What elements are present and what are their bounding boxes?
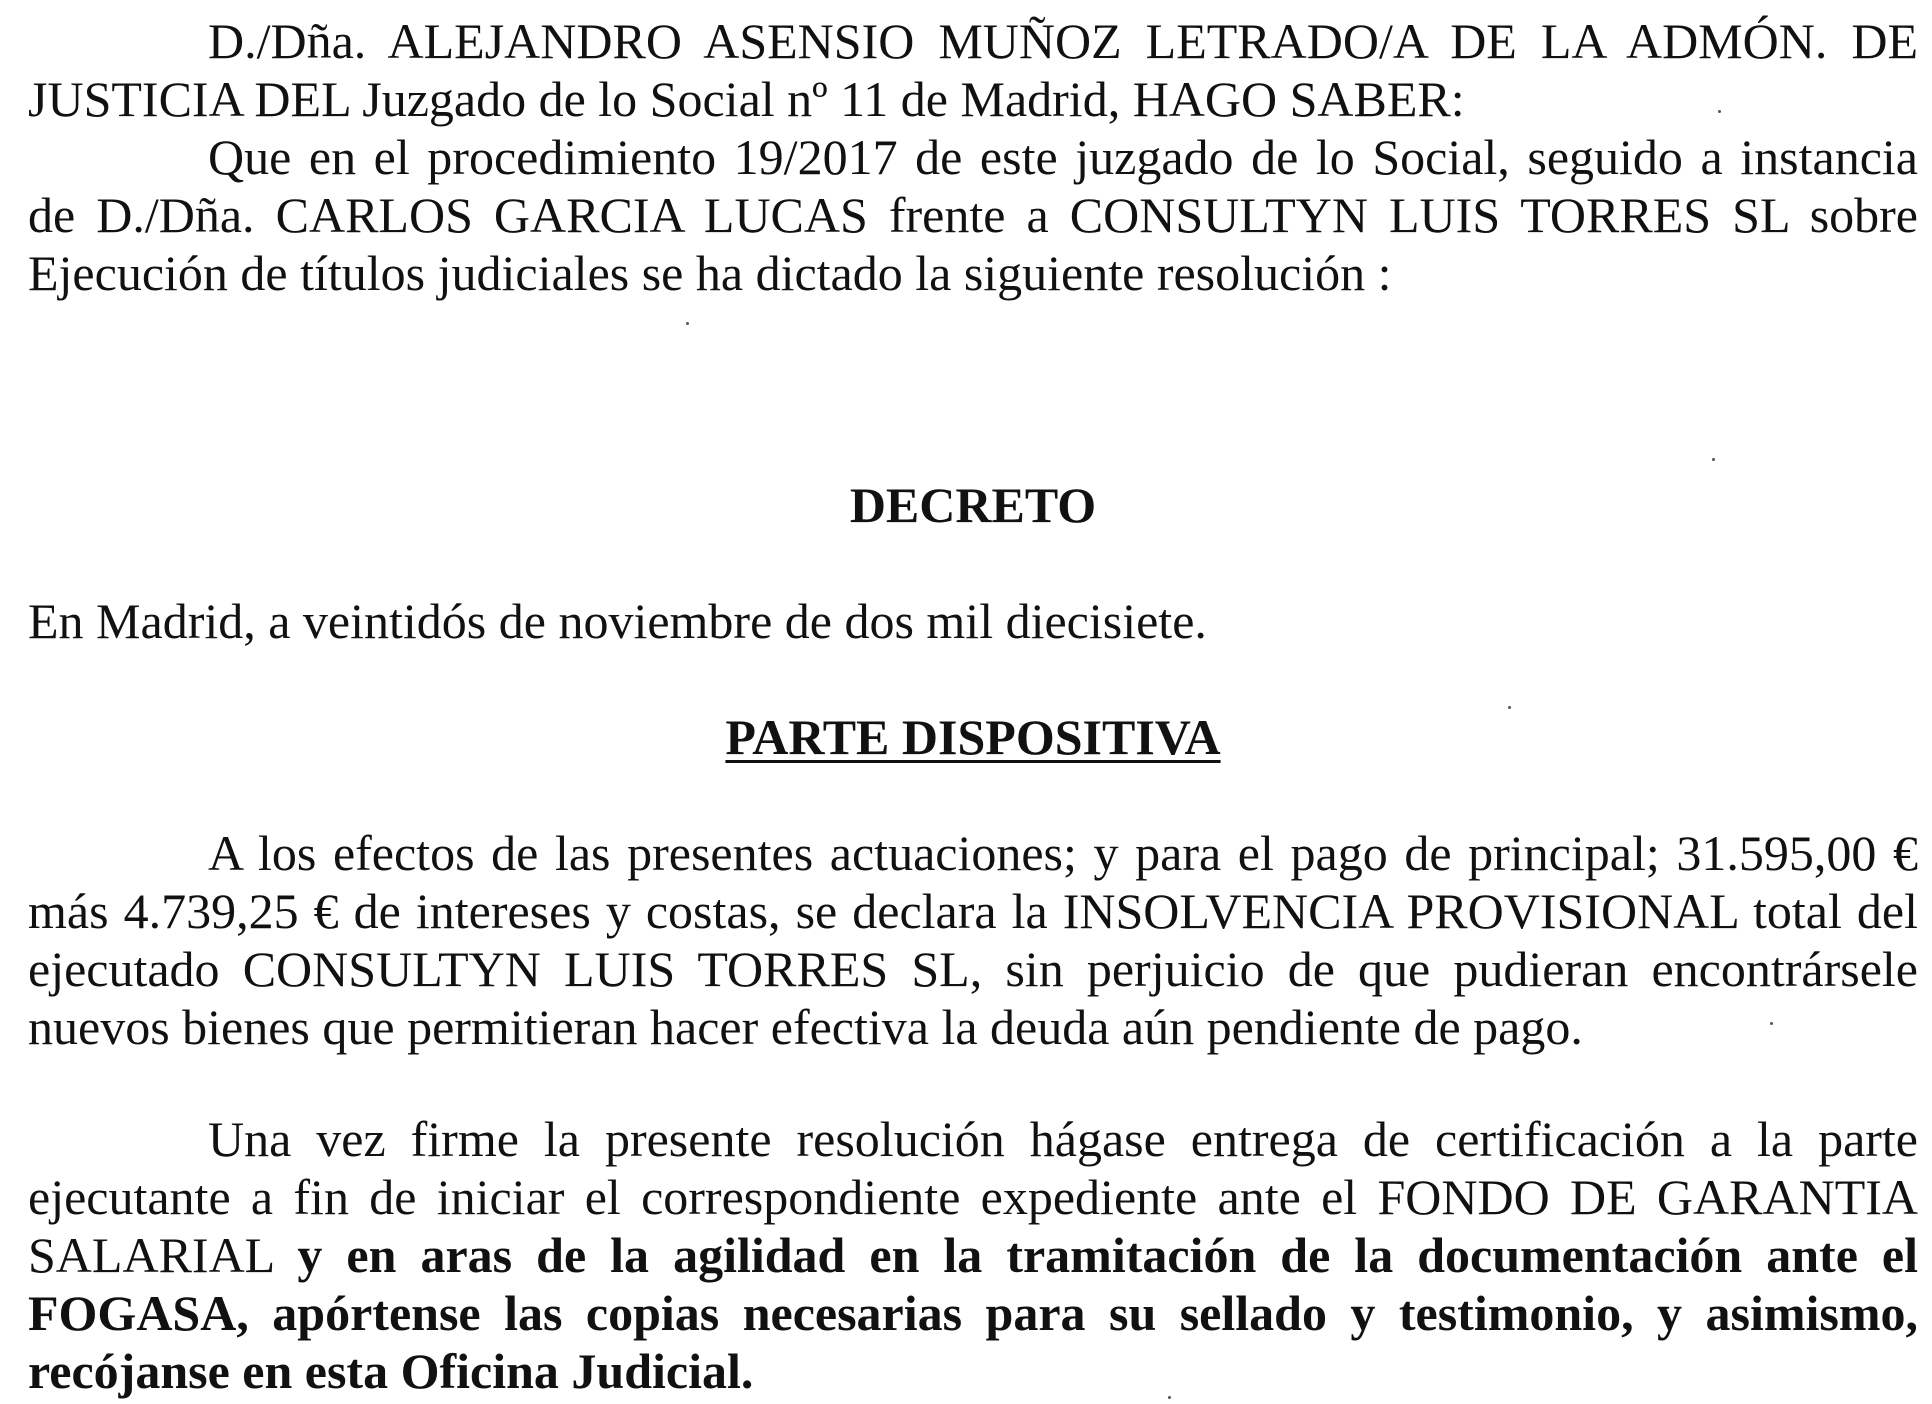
insolvency-line-3: ejecutado CONSULTYN LUIS TORRES SL, sin perjuicio de que pudieran encontrársele bbox=[28, 941, 1918, 997]
certification-line-3 bbox=[28, 1226, 1918, 1284]
scan-speck bbox=[686, 322, 689, 325]
scan-speck bbox=[1168, 1396, 1171, 1399]
intro-line-1: D./Dña. ALEJANDRO ASENSIO MUÑOZ LETRADO/A DE LA ADMÓN. DE bbox=[208, 13, 1918, 69]
procedure-paragraph bbox=[28, 128, 1918, 302]
scan-speck bbox=[1770, 1022, 1773, 1025]
insolvency-line-2: más 4.739,25 € de intereses y costas, se declara la INSOLVENCIA PROVISIONAL total del bbox=[28, 883, 1918, 939]
certification-line-2: ejecutante a fin de iniciar el correspondiente expediente ante el FONDO DE GARANTIA bbox=[28, 1169, 1918, 1225]
date-line: En Madrid, a veintidós de noviembre de dos mil diecisiete. bbox=[28, 593, 1207, 649]
scan-speck bbox=[1508, 706, 1511, 709]
insolvency-line-1: A los efectos de las presentes actuaciones; y para el pago de principal; 31.595,00 € bbox=[208, 825, 1918, 881]
procedure-line-1: Que en el procedimiento 19/2017 de este juzgado de lo Social, seguido a instancia bbox=[208, 129, 1918, 185]
insolvency-paragraph bbox=[28, 824, 1918, 1056]
procedure-line-3: Ejecución de títulos judiciales se ha dictado la siguiente resolución : bbox=[28, 245, 1392, 301]
scan-speck bbox=[1712, 458, 1715, 461]
section-title-text: PARTE DISPOSITIVA bbox=[725, 709, 1221, 765]
certification-line-5: recójanse en esta Oficina Judicial. bbox=[28, 1343, 754, 1399]
certification-line-3-bold: y en aras de la agilidad en la tramitación de la documentación ante el bbox=[297, 1227, 1919, 1283]
scan-speck bbox=[1718, 110, 1721, 113]
certification-line-1: Una vez firme la presente resolución hágase entrega de certificación a la parte bbox=[208, 1111, 1918, 1167]
certification-line-4: FOGASA, apórtense las copias necesarias para su sellado y testimonio, y asimismo, bbox=[28, 1285, 1918, 1341]
certification-line-3-regular: SALARIAL bbox=[28, 1227, 274, 1283]
intro-paragraph bbox=[28, 12, 1918, 128]
decree-title: DECRETO bbox=[849, 477, 1097, 533]
intro-line-2: JUSTICIA DEL Juzgado de lo Social nº 11 de Madrid, HAGO SABER: bbox=[28, 71, 1465, 127]
section-title bbox=[28, 708, 1918, 766]
document-page bbox=[28, 0, 1918, 1404]
procedure-line-2: de D./Dña. CARLOS GARCIA LUCAS frente a CONSULTYN LUIS TORRES SL sobre bbox=[28, 187, 1918, 243]
insolvency-line-4: nuevos bienes que permitieran hacer efectiva la deuda aún pendiente de pago. bbox=[28, 999, 1583, 1055]
certification-paragraph bbox=[28, 1110, 1918, 1400]
